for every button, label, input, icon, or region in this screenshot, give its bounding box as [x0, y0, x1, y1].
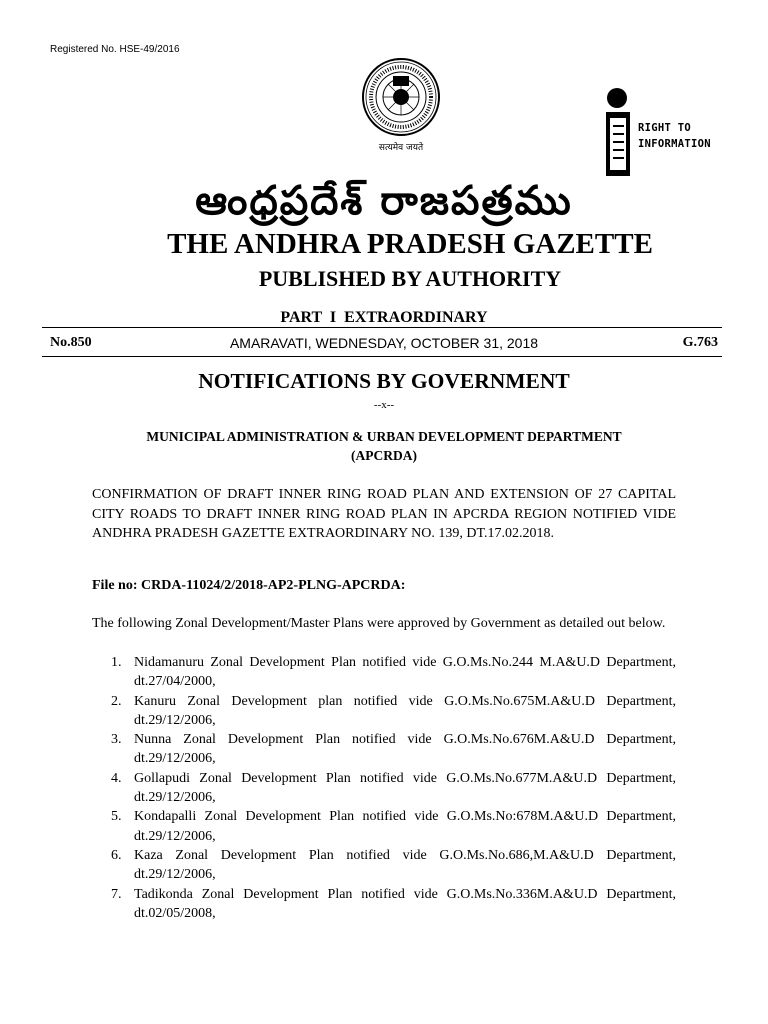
list-item-text: Kondapalli Zonal Development Plan notified vide G.O.Ms.No:678M.A&U.D Department, dt.29/12/2006, — [134, 809, 676, 844]
list-item — [92, 846, 676, 885]
list-item — [92, 807, 676, 846]
list-item-number: 7. — [111, 886, 122, 902]
list-item-number: 4. — [111, 770, 122, 786]
issue-number: No.850 — [50, 335, 92, 350]
bottom-divider — [42, 356, 722, 357]
list-item — [92, 769, 676, 808]
list-item-text: Kaza Zonal Development Plan notified vide G.O.Ms.No.686,M.A&U.D Department, dt.29/12/2006, — [134, 847, 676, 883]
gazette-title: THE ANDHRA PRADESH GAZETTE — [167, 228, 653, 260]
issue-g-number: G.763 — [682, 335, 718, 350]
list-item-number: 3. — [111, 732, 122, 748]
list-item-text: Nunna Zonal Development Plan notified vide G.O.Ms.No.676M.A&U.D Department, dt.29/12/2006, — [134, 732, 676, 767]
list-item-number: 6. — [111, 847, 122, 863]
list-item-number: 5. — [111, 809, 122, 825]
issue-date-line: AMARAVATI, WEDNESDAY, OCTOBER 31, 2018 — [229, 335, 539, 351]
list-item — [92, 885, 676, 924]
list-item-text: Nidamanuru Zonal Development Plan notified vide G.O.Ms.No.244 M.A&U.D Department, dt.27/04/2000, — [134, 655, 676, 690]
top-divider — [42, 327, 722, 328]
notification-subject: CONFIRMATION OF DRAFT INNER RING ROAD PLAN AND EXTENSION OF 27 CAPITAL CITY ROADS TO DRAFT INNER RING ROAD PLAN IN APCRDA REGION NOTIFIED VIDE ANDHRA PRADESH GAZETTE EXTRAORDINARY NO. 139, DT.17.02.2018. — [92, 487, 676, 541]
department-name: MUNICIPAL ADMINISTRATION & URBAN DEVELOPMENT DEPARTMENT — [146, 429, 622, 444]
list-item-text: Tadikonda Zonal Development Plan notified vide G.O.Ms.No.336M.A&U.D Department, dt.02/05/2008, — [134, 886, 676, 921]
rti-label — [638, 120, 711, 152]
intro-paragraph: The following Zonal Development/Master Plans were approved by Government as detailed out below. — [92, 616, 666, 631]
list-item — [92, 692, 676, 731]
list-item-number: 1. — [111, 655, 122, 670]
file-number: File no: CRDA-11024/2/2018-AP2-PLNG-APCRDA: — [92, 578, 406, 593]
rti-line-1: RIGHT TO — [638, 122, 691, 134]
list-item-text: Kanuru Zonal Development plan notified vide G.O.Ms.No.675M.A&U.D Department, dt.29/12/2006, — [134, 693, 676, 728]
registered-number: Registered No. HSE-49/2016 — [50, 44, 180, 55]
list-item-text: Gollapudi Zonal Development Plan notified vide G.O.Ms.No.677M.A&U.D Department, dt.29/12/2006, — [134, 770, 676, 806]
right-to-information-logo — [600, 88, 730, 178]
list-item — [92, 653, 676, 692]
rti-person-icon — [600, 88, 640, 178]
emblem-motto: सत्यमेव जयते — [378, 143, 424, 153]
gazette-subtitle: PUBLISHED BY AUTHORITY — [258, 266, 562, 291]
plans-list — [92, 653, 676, 923]
telugu-gazette-title: ఆంధ్రప్రదేశ్ రాజపత్రము — [195, 178, 573, 224]
section-heading: NOTIFICATIONS BY GOVERNMENT — [198, 369, 570, 393]
list-item-number: 2. — [111, 693, 122, 709]
state-emblem-seal — [360, 56, 442, 156]
department-abbreviation: (APCRDA) — [351, 448, 417, 463]
section-separator: --x-- — [373, 399, 395, 411]
department-heading — [92, 427, 676, 465]
list-item — [92, 730, 676, 769]
rti-line-2: INFORMATION — [638, 138, 711, 150]
part-label: PART I EXTRAORDINARY — [280, 309, 488, 326]
